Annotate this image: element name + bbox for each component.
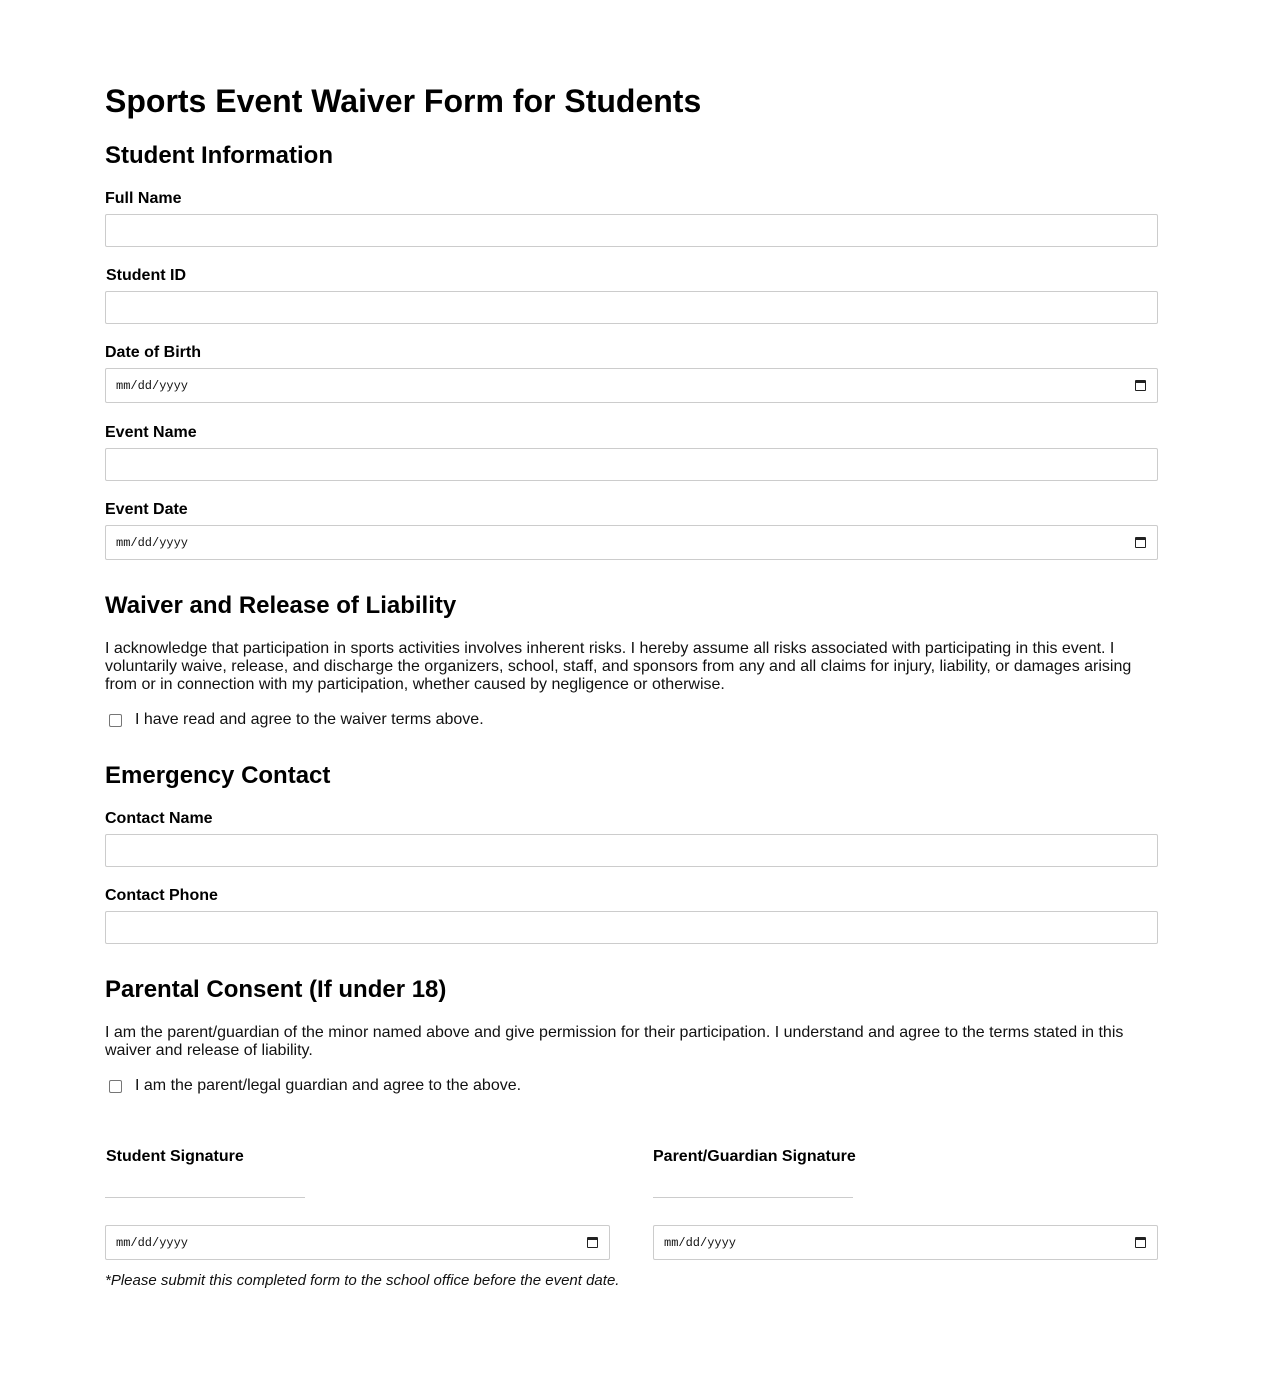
event-name-label: Event Name [105, 424, 197, 441]
full-name-input[interactable] [105, 214, 1158, 247]
parent-signature-line[interactable] [653, 1197, 853, 1198]
waiver-agree-label: I have read and agree to the waiver terms above. [135, 711, 484, 728]
event-date-label: Event Date [105, 501, 188, 518]
event-name-input[interactable] [105, 448, 1158, 481]
parent-agree-checkbox-row[interactable] [109, 1077, 521, 1095]
waiver-agree-checkbox[interactable] [109, 714, 122, 727]
contact-phone-input[interactable] [105, 911, 1158, 944]
contact-name-label: Contact Name [105, 810, 213, 827]
student-id-label: Student ID [106, 267, 186, 284]
calendar-icon[interactable] [1135, 380, 1146, 391]
calendar-icon[interactable] [587, 1237, 598, 1248]
parental-consent-text: I am the parent/guardian of the minor named above and give permission for their participation. I understand and agree to the terms stated in this waiver and release of liability. [105, 1024, 1124, 1059]
parent-agree-label: I am the parent/legal guardian and agree to the above. [135, 1077, 522, 1094]
parent-agree-checkbox[interactable] [109, 1080, 122, 1093]
section-heading-waiver: Waiver and Release of Liability [105, 592, 457, 619]
page-title: Sports Event Waiver Form for Students [105, 83, 702, 119]
event-date-placeholder: mm/dd/yyyy [116, 535, 189, 550]
student-signature-date-placeholder: mm/dd/yyyy [116, 1235, 189, 1250]
waiver-agree-checkbox-row[interactable] [109, 711, 484, 729]
submission-note: *Please submit this completed form to the school office before the event date. [105, 1272, 620, 1289]
date-of-birth-placeholder: mm/dd/yyyy [116, 378, 189, 393]
date-of-birth-input[interactable] [105, 368, 1158, 403]
full-name-label: Full Name [105, 190, 182, 207]
section-heading-parental-consent: Parental Consent (If under 18) [105, 976, 447, 1003]
student-id-input[interactable] [105, 291, 1158, 324]
calendar-icon[interactable] [1135, 1237, 1146, 1248]
parent-signature-label: Parent/Guardian Signature [653, 1148, 856, 1165]
section-heading-emergency-contact: Emergency Contact [105, 762, 331, 789]
parent-signature-date-placeholder: mm/dd/yyyy [664, 1235, 737, 1250]
date-of-birth-label: Date of Birth [105, 344, 201, 361]
student-signature-label: Student Signature [106, 1148, 244, 1165]
student-signature-date-input[interactable] [105, 1225, 610, 1260]
student-signature-line[interactable] [105, 1197, 305, 1198]
calendar-icon[interactable] [1135, 537, 1146, 548]
contact-name-input[interactable] [105, 834, 1158, 867]
event-date-input[interactable] [105, 525, 1158, 560]
waiver-text: I acknowledge that participation in sports activities involves inherent risks. I hereby assume all risks associated with participating in this event. I voluntarily waive, release, and discharge the organizers, school, staff, and sponsors from any and all claims for injury, liability, or damages arising from or in connection with my participation, whether caused by negligence or otherwise. [105, 640, 1132, 693]
parent-signature-date-input[interactable] [653, 1225, 1158, 1260]
section-heading-student-information: Student Information [105, 142, 333, 169]
contact-phone-label: Contact Phone [105, 887, 218, 904]
